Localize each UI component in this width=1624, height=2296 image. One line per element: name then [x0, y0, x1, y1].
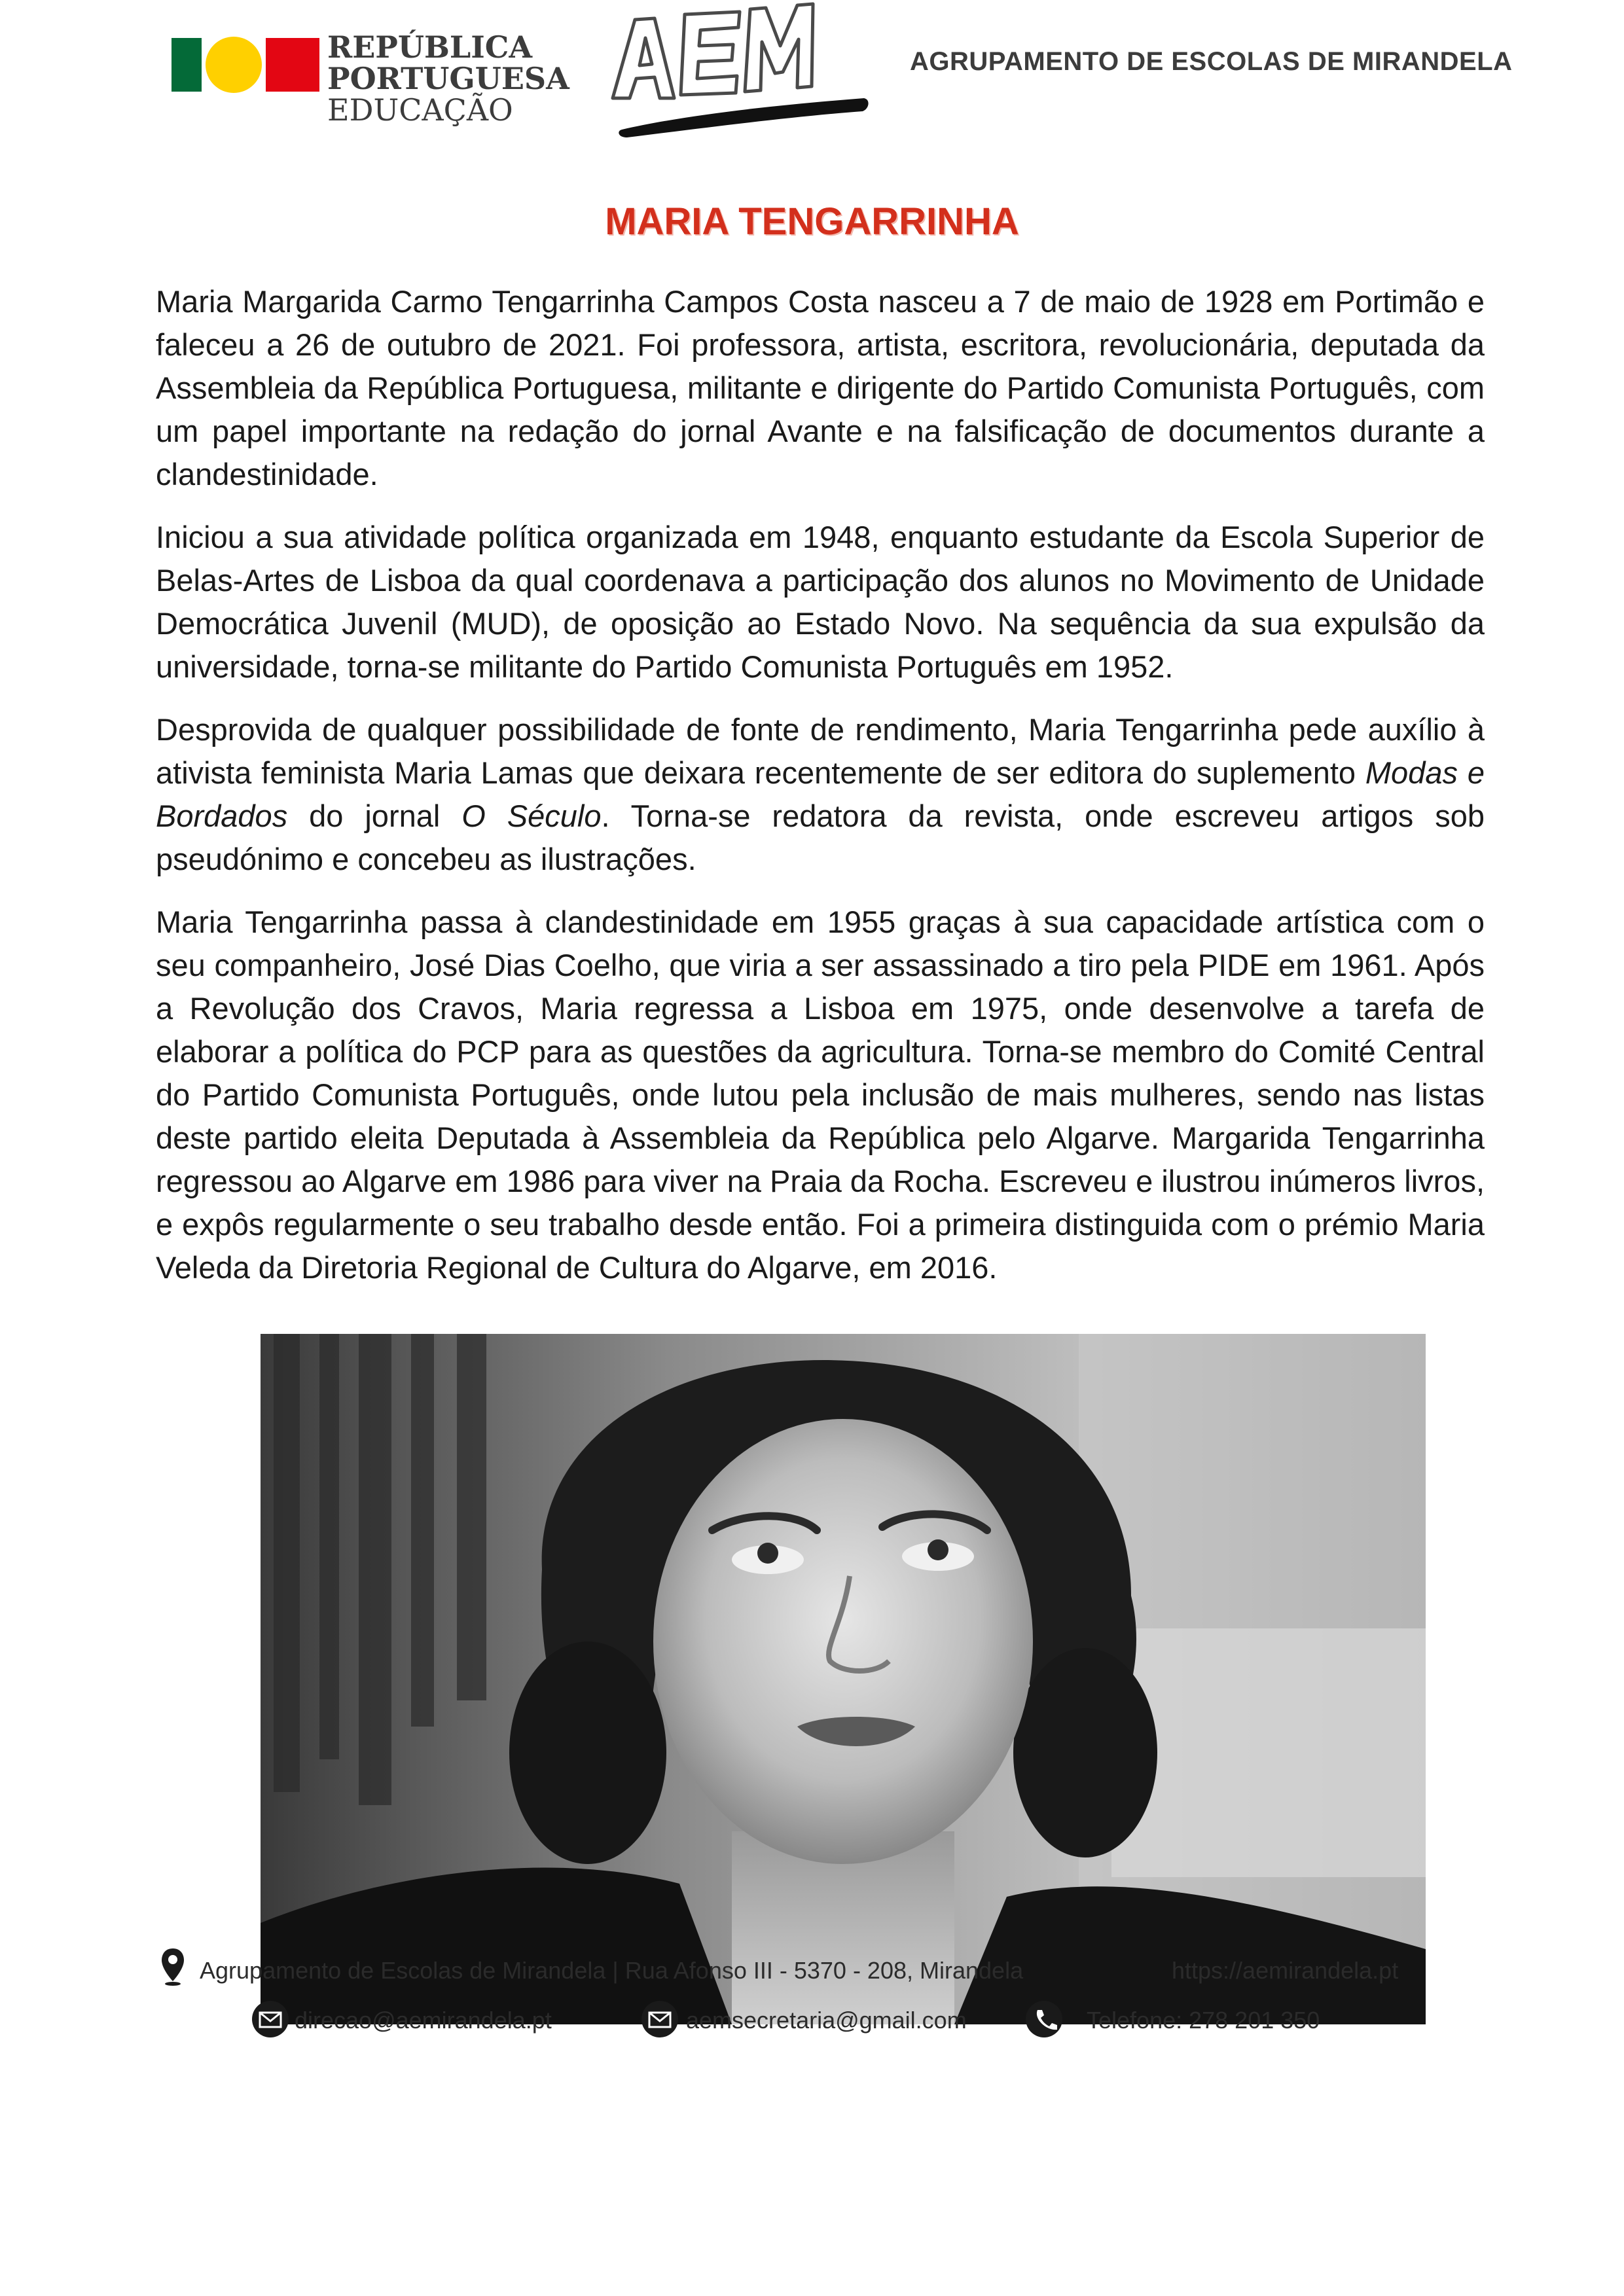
footer-website-link[interactable]: https://aemirandela.pt — [1172, 1957, 1399, 1984]
gov-logo-text — [327, 31, 569, 126]
paragraph-2: Iniciou a sua atividade política organizada em 1948, enquanto estudante da Escola Superior de Belas-Artes de Lisboa da qual coordenava a participação dos alunos no Movimento de Unidade Democrática Juvenil (MUD), de oposição ao Estado Novo. Na sequência da sua expulsão da universidade, torna-se militante do Partido Comunista Português em 1952. — [156, 520, 1485, 684]
aem-wordmark-logo — [609, 0, 871, 141]
phone-icon — [1024, 2000, 1064, 2039]
paragraph-1: Maria Margarida Carmo Tengarrinha Campos Costa nasceu a 7 de maio de 1928 em Portimão e faleceu a 26 de outubro de 2021. Foi professora, artista, escritora, revolucionária, deputada da Assembleia da República Portuguesa, militante e dirigente do Partido Comunista Português, com um papel importante na redação do jornal Avante e na falsificação de documentos durante a clandestinidade. — [156, 284, 1485, 492]
aem-logo — [609, 0, 871, 141]
gov-logo-line1: REPÚBLICA — [327, 29, 533, 65]
paragraph-3-italic-magazine: Modas e Bordados — [156, 755, 1485, 833]
flag-red-block — [266, 38, 319, 92]
portrait-photo — [261, 1334, 1426, 2024]
paragraph-3-italic-newspaper: O Século — [461, 798, 602, 833]
email-icon — [251, 2000, 290, 2039]
paragraph-3-part2: do jornal — [287, 798, 462, 833]
article-body — [156, 280, 1485, 1309]
gov-logo-line2: PORTUGUESA — [327, 61, 569, 96]
location-pin-icon — [160, 1947, 185, 1986]
page-title: MARIA TENGARRINHA — [605, 200, 1019, 243]
republica-portuguesa-logo — [171, 29, 569, 130]
paragraph-3-part1: Desprovida de qualquer possibilidade de fonte de rendimento, Maria Tengarrinha pede auxílio à ativista feminista Maria Lamas que deixara recentemente de ser editora do suplemento — [156, 712, 1485, 790]
paragraph-3 — [156, 708, 1485, 881]
footer-phone: Telefone: 278 201 350 — [1087, 2007, 1320, 2034]
footer-email-direcao[interactable]: direcao@aemirandela.pt — [295, 2007, 552, 2034]
footer-address: Agrupamento de Escolas de Mirandela | Rua Afonso III - 5370 - 208, Mirandela — [200, 1957, 1024, 1984]
portrait-photo-illustration — [261, 1334, 1426, 2024]
email-icon — [640, 2000, 679, 2039]
gov-logo-line3: EDUCAÇÃO — [327, 92, 513, 128]
paragraph-4: Maria Tengarrinha passa à clandestinidade em 1955 graças à sua capacidade artística com o seu companheiro, José Dias Coelho, que viria a ser assassinado a tiro pela PIDE em 1961. Após a Revolução dos Cravos, Maria regressa a Lisboa em 1975, onde desenvolve a tarefa de elaborar a política do PCP para as questões da agricultura. Torna-se membro do Comité Central do Partido Comunista Português, onde lutou pela inclusão de mais mulheres, sendo nas listas deste partido eleita Deputada à Assembleia da República pelo Algarve. Margarida Tengarrinha regressou ao Algarve em 1986 para viver na Praia da Rocha. Escreveu e ilustrou inúmeros livros, e expôs regularmente o seu trabalho desde então. Foi a primeira distinguida com o prémio Maria Veleda da Diretoria Regional de Cultura do Algarve, em 2016. — [156, 905, 1485, 1285]
footer-email-secretaria[interactable]: aemsecretaria@gmail.com — [686, 2007, 967, 2034]
flag-green-block — [171, 38, 202, 92]
paragraph-3-part3: . Torna-se redatora da revista, onde escreveu artigos sob pseudónimo e concebeu as ilustrações. — [156, 798, 1485, 876]
flag-yellow-circle — [206, 37, 262, 93]
school-name: AGRUPAMENTO DE ESCOLAS DE MIRANDELA — [910, 47, 1513, 76]
